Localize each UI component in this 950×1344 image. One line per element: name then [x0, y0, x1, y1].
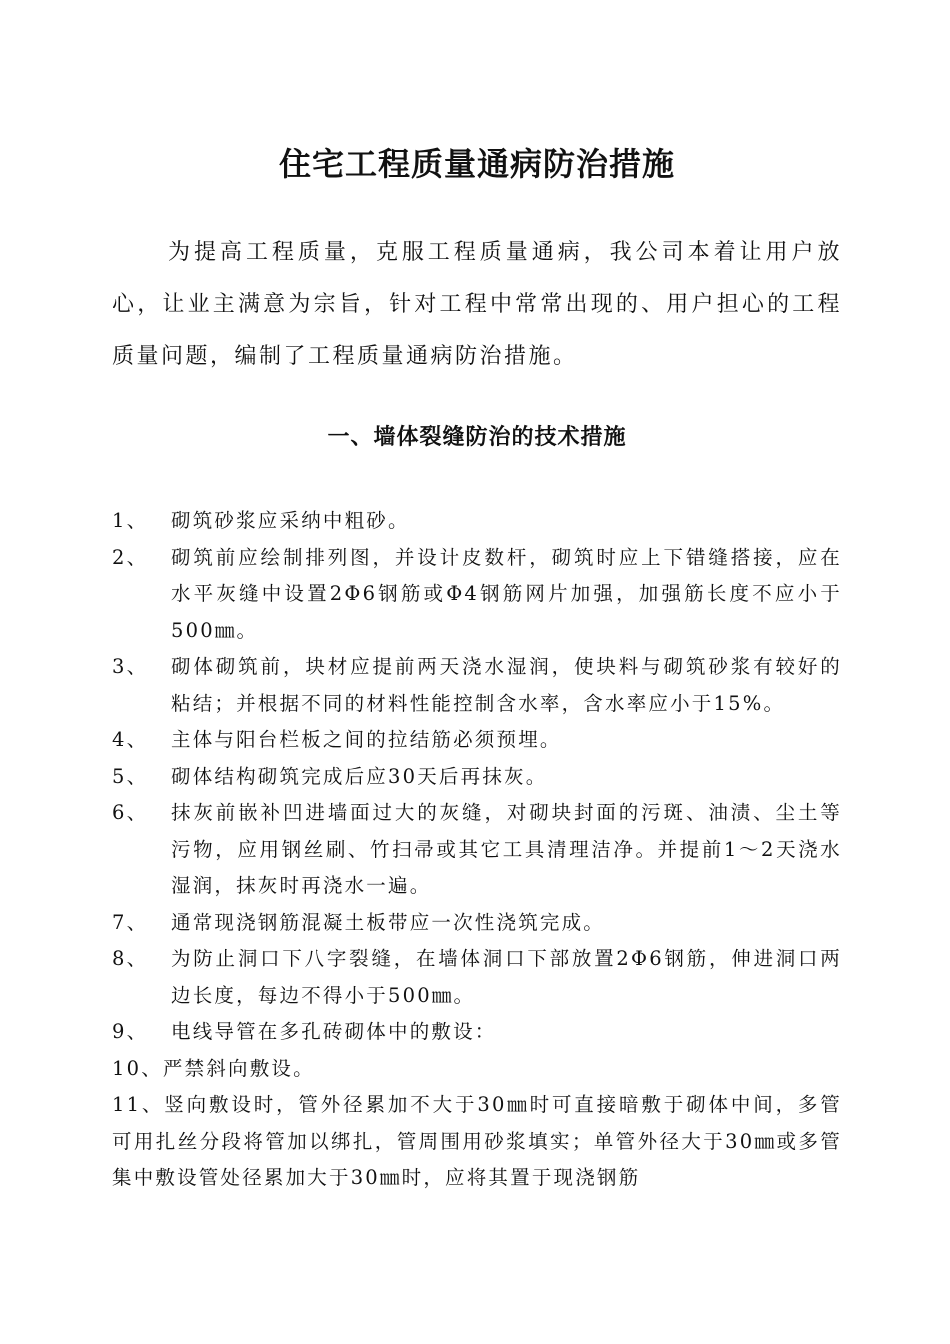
- list-item: [112, 905, 842, 942]
- item-number: 10、: [112, 1056, 163, 1080]
- item-text: 通常现浇钢筋混凝土板带应一次性浇筑完成。: [171, 910, 606, 934]
- item-text: 砌体砌筑前，块材应提前两天浇水湿润，使块料与砌筑砂浆有较好的粘结；并根据不同的材料性能控制含水率，含水率应小于15%。: [171, 655, 842, 715]
- list-item: [112, 1014, 842, 1051]
- item-number: 7、: [112, 910, 149, 934]
- list-item: [112, 503, 842, 540]
- item-number: 11、: [112, 1093, 165, 1116]
- list-item: [112, 795, 842, 905]
- item-text: 砌筑砂浆应采纳中粗砂。: [171, 509, 410, 532]
- item-number: 2、: [112, 545, 149, 569]
- list-item: [112, 1051, 842, 1088]
- document-title: 住宅工程质量通病防治措施: [278, 145, 675, 183]
- list-item: [112, 649, 842, 722]
- list-item: [112, 941, 842, 1014]
- section-heading: 一、墙体裂缝防治的技术措施: [327, 425, 627, 450]
- item-number: 9、: [112, 1020, 149, 1043]
- list-item: [112, 759, 842, 796]
- item-text: 严禁斜向敷设。: [162, 1056, 315, 1080]
- intro-paragraph: 为提高工程质量，克服工程质量通病，我公司本着让用户放心，让业主满意为宗旨，针对工程中常常出现的、用户担心的工程质量问题，编制了工程质量通病防治措施。: [112, 240, 842, 369]
- item-number: 6、: [112, 801, 149, 824]
- item-number: 5、: [112, 764, 149, 788]
- list-item: [112, 722, 842, 759]
- item-text: 为防止洞口下八字裂缝，在墙体洞口下部放置2Φ6钢筋，伸进洞口两边长度，每边不得小于500㎜。: [171, 947, 842, 1007]
- item-number: 8、: [112, 947, 149, 970]
- item-text: 电线导管在多孔砖砌体中的敷设：: [171, 1020, 497, 1043]
- item-text: 砌体结构砌筑完成后应30天后再抹灰。: [171, 764, 548, 788]
- measures-list: [112, 503, 842, 1197]
- item-number: 3、: [112, 655, 149, 678]
- item-number: 4、: [112, 728, 149, 751]
- item-text: 砌筑前应绘制排列图，并设计皮数杆，砌筑时应上下错缝搭接，应在水平灰缝中设置2Φ6钢筋或Φ4钢筋网片加强，加强筋长度不应小于500㎜。: [171, 545, 842, 642]
- list-item: [112, 540, 842, 650]
- item-text: 竖向敷设时，管外径累加不大于30㎜时可直接暗敷于砌体中间，多管可用扎丝分段将管加以绑扎，管周围用砂浆填实；单管外径大于30㎜或多管集中敷设管处径累加大于30㎜时，应将其置于现浇钢筋: [112, 1093, 842, 1189]
- item-text: 抹灰前嵌补凹进墙面过大的灰缝，对砌块封面的污斑、油渍、尘土等污物，应用钢丝刷、竹扫帚或其它工具清理洁净。并提前1～2天浇水湿润，抹灰时再浇水一遍。: [171, 801, 842, 897]
- item-text: 主体与阳台栏板之间的拉结筋必须预埋。: [171, 728, 562, 751]
- list-item: [112, 1087, 842, 1197]
- item-number: 1、: [112, 509, 149, 532]
